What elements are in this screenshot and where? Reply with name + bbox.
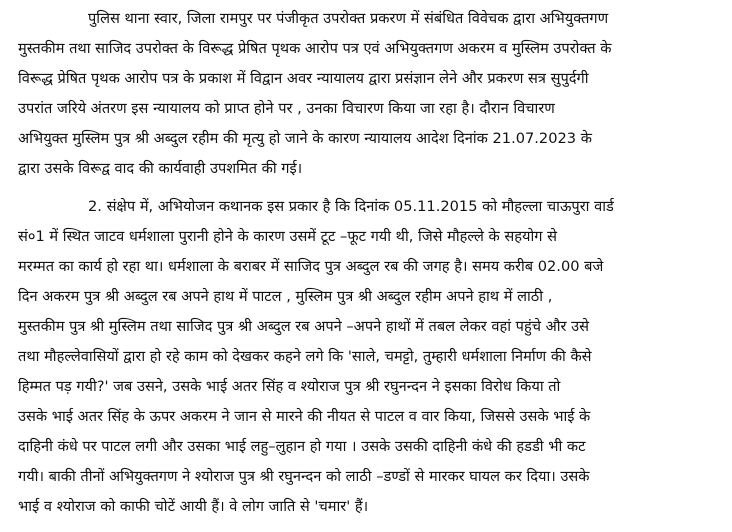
text-line-5: अभियुक्त मुस्लिम पुत्र श्री अब्दुल रहीम की मृत्यु हो जाने के कारण न्यायालय आदेश दिनांक 21.07.2023 के — [18, 130, 592, 147]
text-line-13: हिम्मत पड़ गयी?' जब उसने, उसके भाई अतर सिंह व श्योराज पुत्र श्री रघुनन्दन ने इसका विरोध किया तो — [18, 378, 561, 395]
text-line-11: मुस्तकीम पुत्र श्री मुस्लिम तथा साजिद पुत्र श्री अब्दुल रब अपने –अपने हाथों में तबल लेकर वहां पहुंचे और उसे — [18, 318, 590, 335]
text-line-8: सं०1 में स्थित जाटव धर्मशाला पुरानी होने के कारण उसमें टूट –फूट गयी थी, जिसे मौहल्ले के सहयोग से — [18, 228, 557, 245]
text-line-16: गयी। बाकी तीनों अभियुक्तगण ने श्योराज पुत्र श्री रघुनन्दन को लाठी –डण्डों से मारकर घायल कर दिया। उसके — [18, 468, 590, 485]
text-line-4: उपरांत जरिये अंतरण इस न्यायालय को प्राप्त होने पर , उनका विचारण किया जा रहा है। दौरान विचारण — [18, 100, 555, 117]
text-line-17: भाई व श्योराज को काफी चोटें आयी हैं। वे लोग जाति से 'चमार' हैं। — [18, 498, 369, 515]
text-line-15: दाहिनी कंधे पर पाटल लगी और उसका भाई लहु–लुहान हो गया । उसके उसकी दाहिनी कंधे की हडडी भी कट — [18, 438, 586, 455]
text-line-9: मरम्मत का कार्य हो रहा था। धर्मशाला के बराबर में साजिद पुत्र अब्दुल रब की जगह है। समय करीब 02.00 बजे — [18, 258, 604, 275]
text-line-12: तथा मौहल्लेवासियों द्वारा हो रहे काम को देखकर कहने लगे कि 'साले, चमट्टो, तुम्हारी धर्मशाला निर्माण की कैसे — [18, 348, 592, 365]
text-line-10: दिन अकरम पुत्र श्री अब्दुल रब अपने हाथ में पाटल , मुस्लिम पुत्र श्री अब्दुल रहीम अपने हाथ में लाठी , — [18, 288, 553, 305]
text-line-3: विरूद्ध प्रेषित पृथक आरोप पत्र के प्रकाश में विद्वान अवर न्यायालय द्वारा प्रसंज्ञान लेने और प्रकरण सत्र सुपुर्दगी — [18, 70, 589, 87]
text-line-7: 2. संक्षेप में, अभियोजन कथानक इस प्रकार है कि दिनांक 05.11.2015 को मौहल्ला चाऊपुरा वार्ड — [88, 198, 614, 215]
text-line-6: द्वारा उसके विरूद्व वाद की कार्यवाही उपशमित की गई। — [18, 160, 303, 177]
text-line-2: मुस्तकीम तथा साजिद उपरोक्त के विरूद्ध प्रेषित पृथक आरोप पत्र एवं अभियुक्तगण अकरम व मुस्लिम उपरोक्त के — [18, 40, 612, 57]
text-line-14: उसके भाई अतर सिंह के ऊपर अकरम ने जान से मारने की नीयत से पाटल व वार किया, जिससे उसके भाई के — [18, 408, 591, 425]
text-line-1: पुलिस थाना स्वार, जिला रामपुर पर पंजीकृत उपरोक्त प्रकरण में संबंधित विवेचक द्वारा अभियुक्तगण — [88, 10, 609, 27]
